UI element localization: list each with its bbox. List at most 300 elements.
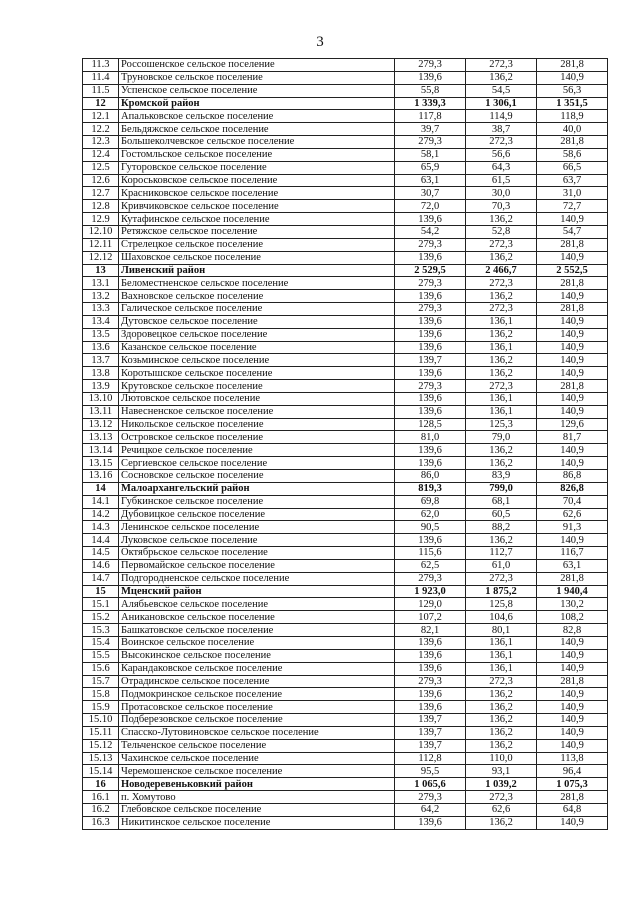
value-col1: 139,6: [395, 328, 466, 341]
row-code: 16: [83, 778, 119, 791]
row-code: 15.14: [83, 765, 119, 778]
value-col3: 72,7: [537, 200, 608, 213]
row-code: 11.3: [83, 59, 119, 72]
value-col1: 279,3: [395, 303, 466, 316]
row-code: 13.12: [83, 418, 119, 431]
value-col3: 281,8: [537, 277, 608, 290]
district-row: [83, 264, 608, 277]
row-code: 12.2: [83, 123, 119, 136]
value-col2: 136,2: [466, 739, 537, 752]
table-row: [83, 636, 608, 649]
value-col3: 58,6: [537, 148, 608, 161]
row-name: Красниковское сельское поселение: [119, 187, 395, 200]
value-col2: 136,2: [466, 726, 537, 739]
row-name: Малоархангельский район: [119, 482, 395, 495]
value-col2: 61,5: [466, 174, 537, 187]
row-name: Короськовское сельское поселение: [119, 174, 395, 187]
value-col2: 83,9: [466, 470, 537, 483]
value-col3: 140,9: [537, 290, 608, 303]
value-col2: 136,2: [466, 367, 537, 380]
value-col2: 64,3: [466, 161, 537, 174]
value-col3: 140,9: [537, 354, 608, 367]
row-name: Черемошенское сельское поселение: [119, 765, 395, 778]
value-col3: 1 351,5: [537, 97, 608, 110]
value-col3: 140,9: [537, 367, 608, 380]
value-col1: 279,3: [395, 238, 466, 251]
row-code: 13.1: [83, 277, 119, 290]
value-col2: 136,2: [466, 457, 537, 470]
row-code: 15.12: [83, 739, 119, 752]
row-name: Чахинское сельское поселение: [119, 752, 395, 765]
row-name: Мценский район: [119, 585, 395, 598]
row-code: 13.7: [83, 354, 119, 367]
row-code: 13.5: [83, 328, 119, 341]
table-row: [83, 213, 608, 226]
value-col2: 136,2: [466, 688, 537, 701]
table-row: [83, 649, 608, 662]
row-code: 12.9: [83, 213, 119, 226]
table-row: [83, 675, 608, 688]
table-row: [83, 405, 608, 418]
row-code: 16.2: [83, 803, 119, 816]
value-col3: 82,8: [537, 624, 608, 637]
value-col3: 140,9: [537, 636, 608, 649]
row-code: 14.4: [83, 534, 119, 547]
row-code: 12.6: [83, 174, 119, 187]
district-row: [83, 97, 608, 110]
value-col3: 130,2: [537, 598, 608, 611]
value-col1: 1 065,6: [395, 778, 466, 791]
row-code: 14.6: [83, 559, 119, 572]
value-col2: 272,3: [466, 238, 537, 251]
value-col3: 140,9: [537, 739, 608, 752]
value-col1: 139,6: [395, 405, 466, 418]
table-row: [83, 816, 608, 829]
row-name: Бельдяжское сельское поселение: [119, 123, 395, 136]
table-row: [83, 688, 608, 701]
value-col3: 140,9: [537, 71, 608, 84]
value-col1: 139,6: [395, 213, 466, 226]
value-col2: 136,2: [466, 444, 537, 457]
value-col2: 79,0: [466, 431, 537, 444]
value-col2: 93,1: [466, 765, 537, 778]
row-name: Спасско-Лутовиновское сельское поселение: [119, 726, 395, 739]
row-code: 15.2: [83, 611, 119, 624]
value-col3: 281,8: [537, 238, 608, 251]
value-col1: 2 529,5: [395, 264, 466, 277]
row-code: 13.15: [83, 457, 119, 470]
row-code: 12.3: [83, 136, 119, 149]
table-row: [83, 71, 608, 84]
value-col1: 63,1: [395, 174, 466, 187]
row-name: Навесненское сельское поселение: [119, 405, 395, 418]
table-row: [83, 752, 608, 765]
row-name: Кутафинское сельское поселение: [119, 213, 395, 226]
row-code: 12.12: [83, 251, 119, 264]
table-row: [83, 559, 608, 572]
value-col1: 139,6: [395, 662, 466, 675]
row-code: 15.13: [83, 752, 119, 765]
value-col1: 54,2: [395, 225, 466, 238]
value-col2: 61,0: [466, 559, 537, 572]
value-col3: 281,8: [537, 303, 608, 316]
row-name: Козьминское сельское поселение: [119, 354, 395, 367]
value-col1: 107,2: [395, 611, 466, 624]
row-name: Россошенское сельское поселение: [119, 59, 395, 72]
value-col3: 113,8: [537, 752, 608, 765]
row-name: Воинское сельское поселение: [119, 636, 395, 649]
row-code: 15.8: [83, 688, 119, 701]
table-row: [83, 803, 608, 816]
value-col1: 139,6: [395, 341, 466, 354]
value-col3: 281,8: [537, 791, 608, 804]
page-number: 3: [316, 34, 324, 50]
value-col1: 90,5: [395, 521, 466, 534]
row-name: Речицкое сельское поселение: [119, 444, 395, 457]
value-col3: 140,9: [537, 534, 608, 547]
row-name: Галическое сельское поселение: [119, 303, 395, 316]
row-code: 15.9: [83, 701, 119, 714]
row-code: 12.11: [83, 238, 119, 251]
value-col1: 139,6: [395, 457, 466, 470]
value-col3: 86,8: [537, 470, 608, 483]
value-col3: 826,8: [537, 482, 608, 495]
row-code: 13.8: [83, 367, 119, 380]
row-name: Аникановское сельское поселение: [119, 611, 395, 624]
value-col3: 63,7: [537, 174, 608, 187]
value-col1: 279,3: [395, 380, 466, 393]
value-col2: 136,2: [466, 290, 537, 303]
row-code: 15.7: [83, 675, 119, 688]
value-col1: 139,6: [395, 636, 466, 649]
value-col3: 140,9: [537, 444, 608, 457]
value-col2: 56,6: [466, 148, 537, 161]
value-col2: 136,2: [466, 534, 537, 547]
value-col1: 69,8: [395, 495, 466, 508]
table-row: [83, 187, 608, 200]
row-name: Успенское сельское поселение: [119, 84, 395, 97]
row-name: Казанское сельское поселение: [119, 341, 395, 354]
value-col1: 86,0: [395, 470, 466, 483]
value-col3: 70,4: [537, 495, 608, 508]
table-row: [83, 726, 608, 739]
table-row: [83, 136, 608, 149]
value-col1: 128,5: [395, 418, 466, 431]
value-col1: 279,3: [395, 572, 466, 585]
value-col1: 279,3: [395, 791, 466, 804]
value-col1: 55,8: [395, 84, 466, 97]
table-row: [83, 110, 608, 123]
row-code: 11.4: [83, 71, 119, 84]
row-code: 12.10: [83, 225, 119, 238]
row-name: Никольское сельское поселение: [119, 418, 395, 431]
value-col3: 140,9: [537, 405, 608, 418]
value-col3: 281,8: [537, 136, 608, 149]
row-name: Апальковское сельское поселение: [119, 110, 395, 123]
table-row: [83, 367, 608, 380]
row-name: Глебовское сельское поселение: [119, 803, 395, 816]
row-code: 13.16: [83, 470, 119, 483]
table-row: [83, 765, 608, 778]
table-row: [83, 624, 608, 637]
value-col3: 91,3: [537, 521, 608, 534]
value-col3: 140,9: [537, 341, 608, 354]
row-name: Труновское сельское поселение: [119, 71, 395, 84]
value-col2: 60,5: [466, 508, 537, 521]
value-col2: 136,2: [466, 328, 537, 341]
table-row: [83, 392, 608, 405]
value-col1: 279,3: [395, 136, 466, 149]
value-col2: 799,0: [466, 482, 537, 495]
value-col1: 139,7: [395, 714, 466, 727]
value-col2: 68,1: [466, 495, 537, 508]
row-code: 12.5: [83, 161, 119, 174]
table-row: [83, 495, 608, 508]
row-name: Лютовское сельское поселение: [119, 392, 395, 405]
value-col1: 279,3: [395, 675, 466, 688]
value-col3: 140,9: [537, 315, 608, 328]
value-col2: 1 306,1: [466, 97, 537, 110]
value-col3: 140,9: [537, 816, 608, 829]
value-col3: 281,8: [537, 675, 608, 688]
table-row: [83, 534, 608, 547]
row-code: 15.4: [83, 636, 119, 649]
value-col1: 62,5: [395, 559, 466, 572]
district-row: [83, 482, 608, 495]
district-row: [83, 778, 608, 791]
row-name: Дубовицкое сельское поселение: [119, 508, 395, 521]
value-col2: 30,0: [466, 187, 537, 200]
value-col3: 116,7: [537, 547, 608, 560]
row-code: 14.1: [83, 495, 119, 508]
value-col1: 139,6: [395, 367, 466, 380]
value-col3: 140,9: [537, 649, 608, 662]
value-col1: 139,6: [395, 71, 466, 84]
row-name: Отрадинское сельское поселение: [119, 675, 395, 688]
value-col1: 81,0: [395, 431, 466, 444]
table-row: [83, 328, 608, 341]
row-name: Подмокринское сельское поселение: [119, 688, 395, 701]
row-name: Кромской район: [119, 97, 395, 110]
value-col1: 279,3: [395, 59, 466, 72]
row-name: Здоровецкое сельское поселение: [119, 328, 395, 341]
value-col2: 272,3: [466, 136, 537, 149]
row-code: 11.5: [83, 84, 119, 97]
table-row: [83, 200, 608, 213]
row-name: Подберезовское сельское поселение: [119, 714, 395, 727]
value-col3: 1 940,4: [537, 585, 608, 598]
table-body: [83, 59, 608, 830]
row-code: 15.3: [83, 624, 119, 637]
value-col3: 64,8: [537, 803, 608, 816]
table-row: [83, 572, 608, 585]
table-row: [83, 315, 608, 328]
value-col3: 118,9: [537, 110, 608, 123]
value-col1: 95,5: [395, 765, 466, 778]
value-col1: 117,8: [395, 110, 466, 123]
row-code: 14: [83, 482, 119, 495]
value-col2: 272,3: [466, 675, 537, 688]
value-col3: 140,9: [537, 714, 608, 727]
value-col3: 140,9: [537, 392, 608, 405]
value-col3: 108,2: [537, 611, 608, 624]
value-col1: 58,1: [395, 148, 466, 161]
row-code: 13.14: [83, 444, 119, 457]
row-code: 15.11: [83, 726, 119, 739]
table-row: [83, 380, 608, 393]
value-col1: 129,0: [395, 598, 466, 611]
value-col2: 38,7: [466, 123, 537, 136]
value-col2: 62,6: [466, 803, 537, 816]
value-col2: 70,3: [466, 200, 537, 213]
table-row: [83, 662, 608, 675]
value-col3: 66,5: [537, 161, 608, 174]
budget-table: [82, 58, 608, 830]
value-col1: 72,0: [395, 200, 466, 213]
value-col3: 129,6: [537, 418, 608, 431]
row-name: Протасовское сельское поселение: [119, 701, 395, 714]
value-col2: 136,2: [466, 213, 537, 226]
table-row: [83, 418, 608, 431]
row-name: Губкинское сельское поселение: [119, 495, 395, 508]
row-code: 15.10: [83, 714, 119, 727]
value-col2: 136,2: [466, 701, 537, 714]
table-row: [83, 611, 608, 624]
value-col2: 136,1: [466, 405, 537, 418]
value-col1: 115,6: [395, 547, 466, 560]
table-row: [83, 238, 608, 251]
value-col3: 140,9: [537, 701, 608, 714]
value-col2: 136,1: [466, 315, 537, 328]
district-row: [83, 585, 608, 598]
row-name: Островское сельское поселение: [119, 431, 395, 444]
table-row: [83, 547, 608, 560]
row-name: Сергиевское сельское поселение: [119, 457, 395, 470]
row-code: 13.2: [83, 290, 119, 303]
value-col1: 139,7: [395, 726, 466, 739]
value-col2: 54,5: [466, 84, 537, 97]
row-name: Ретяжское сельское поселение: [119, 225, 395, 238]
row-name: Беломестненское сельское поселение: [119, 277, 395, 290]
value-col2: 272,3: [466, 277, 537, 290]
value-col1: 139,6: [395, 251, 466, 264]
value-col1: 139,7: [395, 739, 466, 752]
table-row: [83, 251, 608, 264]
table-row: [83, 457, 608, 470]
value-col1: 139,6: [395, 816, 466, 829]
row-name: Шаховское сельское поселение: [119, 251, 395, 264]
row-name: Ливенский район: [119, 264, 395, 277]
row-code: 13.9: [83, 380, 119, 393]
value-col2: 112,7: [466, 547, 537, 560]
value-col1: 139,6: [395, 444, 466, 457]
value-col1: 1 923,0: [395, 585, 466, 598]
value-col3: 40,0: [537, 123, 608, 136]
value-col1: 139,6: [395, 701, 466, 714]
value-col2: 136,1: [466, 649, 537, 662]
value-col2: 272,3: [466, 59, 537, 72]
row-name: Гостомльское сельское поселение: [119, 148, 395, 161]
row-name: Коротышское сельское поселение: [119, 367, 395, 380]
row-name: Дутовское сельское поселение: [119, 315, 395, 328]
table-row: [83, 225, 608, 238]
value-col1: 30,7: [395, 187, 466, 200]
value-col2: 136,1: [466, 662, 537, 675]
value-col2: 272,3: [466, 303, 537, 316]
table-row: [83, 277, 608, 290]
value-col1: 139,6: [395, 688, 466, 701]
table-row: [83, 174, 608, 187]
value-col3: 2 552,5: [537, 264, 608, 277]
value-col1: 39,7: [395, 123, 466, 136]
row-code: 16.3: [83, 816, 119, 829]
row-name: Подгородненское сельское поселение: [119, 572, 395, 585]
value-col2: 1 875,2: [466, 585, 537, 598]
row-name: Новодеревеньковкий район: [119, 778, 395, 791]
row-code: 13.6: [83, 341, 119, 354]
value-col2: 125,3: [466, 418, 537, 431]
table-row: [83, 739, 608, 752]
row-name: Кривчиковское сельское поселение: [119, 200, 395, 213]
table-row: [83, 714, 608, 727]
value-col2: 114,9: [466, 110, 537, 123]
value-col2: 88,2: [466, 521, 537, 534]
value-col3: 63,1: [537, 559, 608, 572]
table-row: [83, 290, 608, 303]
value-col1: 139,6: [395, 315, 466, 328]
row-name: Первомайское сельское поселение: [119, 559, 395, 572]
table-row: [83, 303, 608, 316]
row-code: 14.5: [83, 547, 119, 560]
row-code: 13.11: [83, 405, 119, 418]
value-col3: 140,9: [537, 328, 608, 341]
value-col1: 1 339,3: [395, 97, 466, 110]
row-name: Ленинское сельское поселение: [119, 521, 395, 534]
table-row: [83, 431, 608, 444]
row-name: Сосновское сельское поселение: [119, 470, 395, 483]
value-col1: 139,6: [395, 392, 466, 405]
value-col3: 140,9: [537, 662, 608, 675]
value-col1: 82,1: [395, 624, 466, 637]
value-col3: 31,0: [537, 187, 608, 200]
value-col3: 140,9: [537, 213, 608, 226]
value-col3: 140,9: [537, 251, 608, 264]
table-row: [83, 598, 608, 611]
row-name: Крутовское сельское поселение: [119, 380, 395, 393]
value-col2: 272,3: [466, 572, 537, 585]
value-col3: 1 075,3: [537, 778, 608, 791]
value-col2: 2 466,7: [466, 264, 537, 277]
table-row: [83, 148, 608, 161]
row-name: Высокинское сельское поселение: [119, 649, 395, 662]
row-code: 14.2: [83, 508, 119, 521]
table-row: [83, 161, 608, 174]
row-name: Никитинское сельское поселение: [119, 816, 395, 829]
table-row: [83, 521, 608, 534]
table-row: [83, 341, 608, 354]
value-col3: 54,7: [537, 225, 608, 238]
value-col2: 1 039,2: [466, 778, 537, 791]
value-col1: 112,8: [395, 752, 466, 765]
table-row: [83, 470, 608, 483]
value-col2: 136,1: [466, 392, 537, 405]
value-col3: 281,8: [537, 59, 608, 72]
value-col1: 65,9: [395, 161, 466, 174]
table-row: [83, 508, 608, 521]
value-col1: 279,3: [395, 277, 466, 290]
value-col3: 56,3: [537, 84, 608, 97]
row-code: 13.10: [83, 392, 119, 405]
